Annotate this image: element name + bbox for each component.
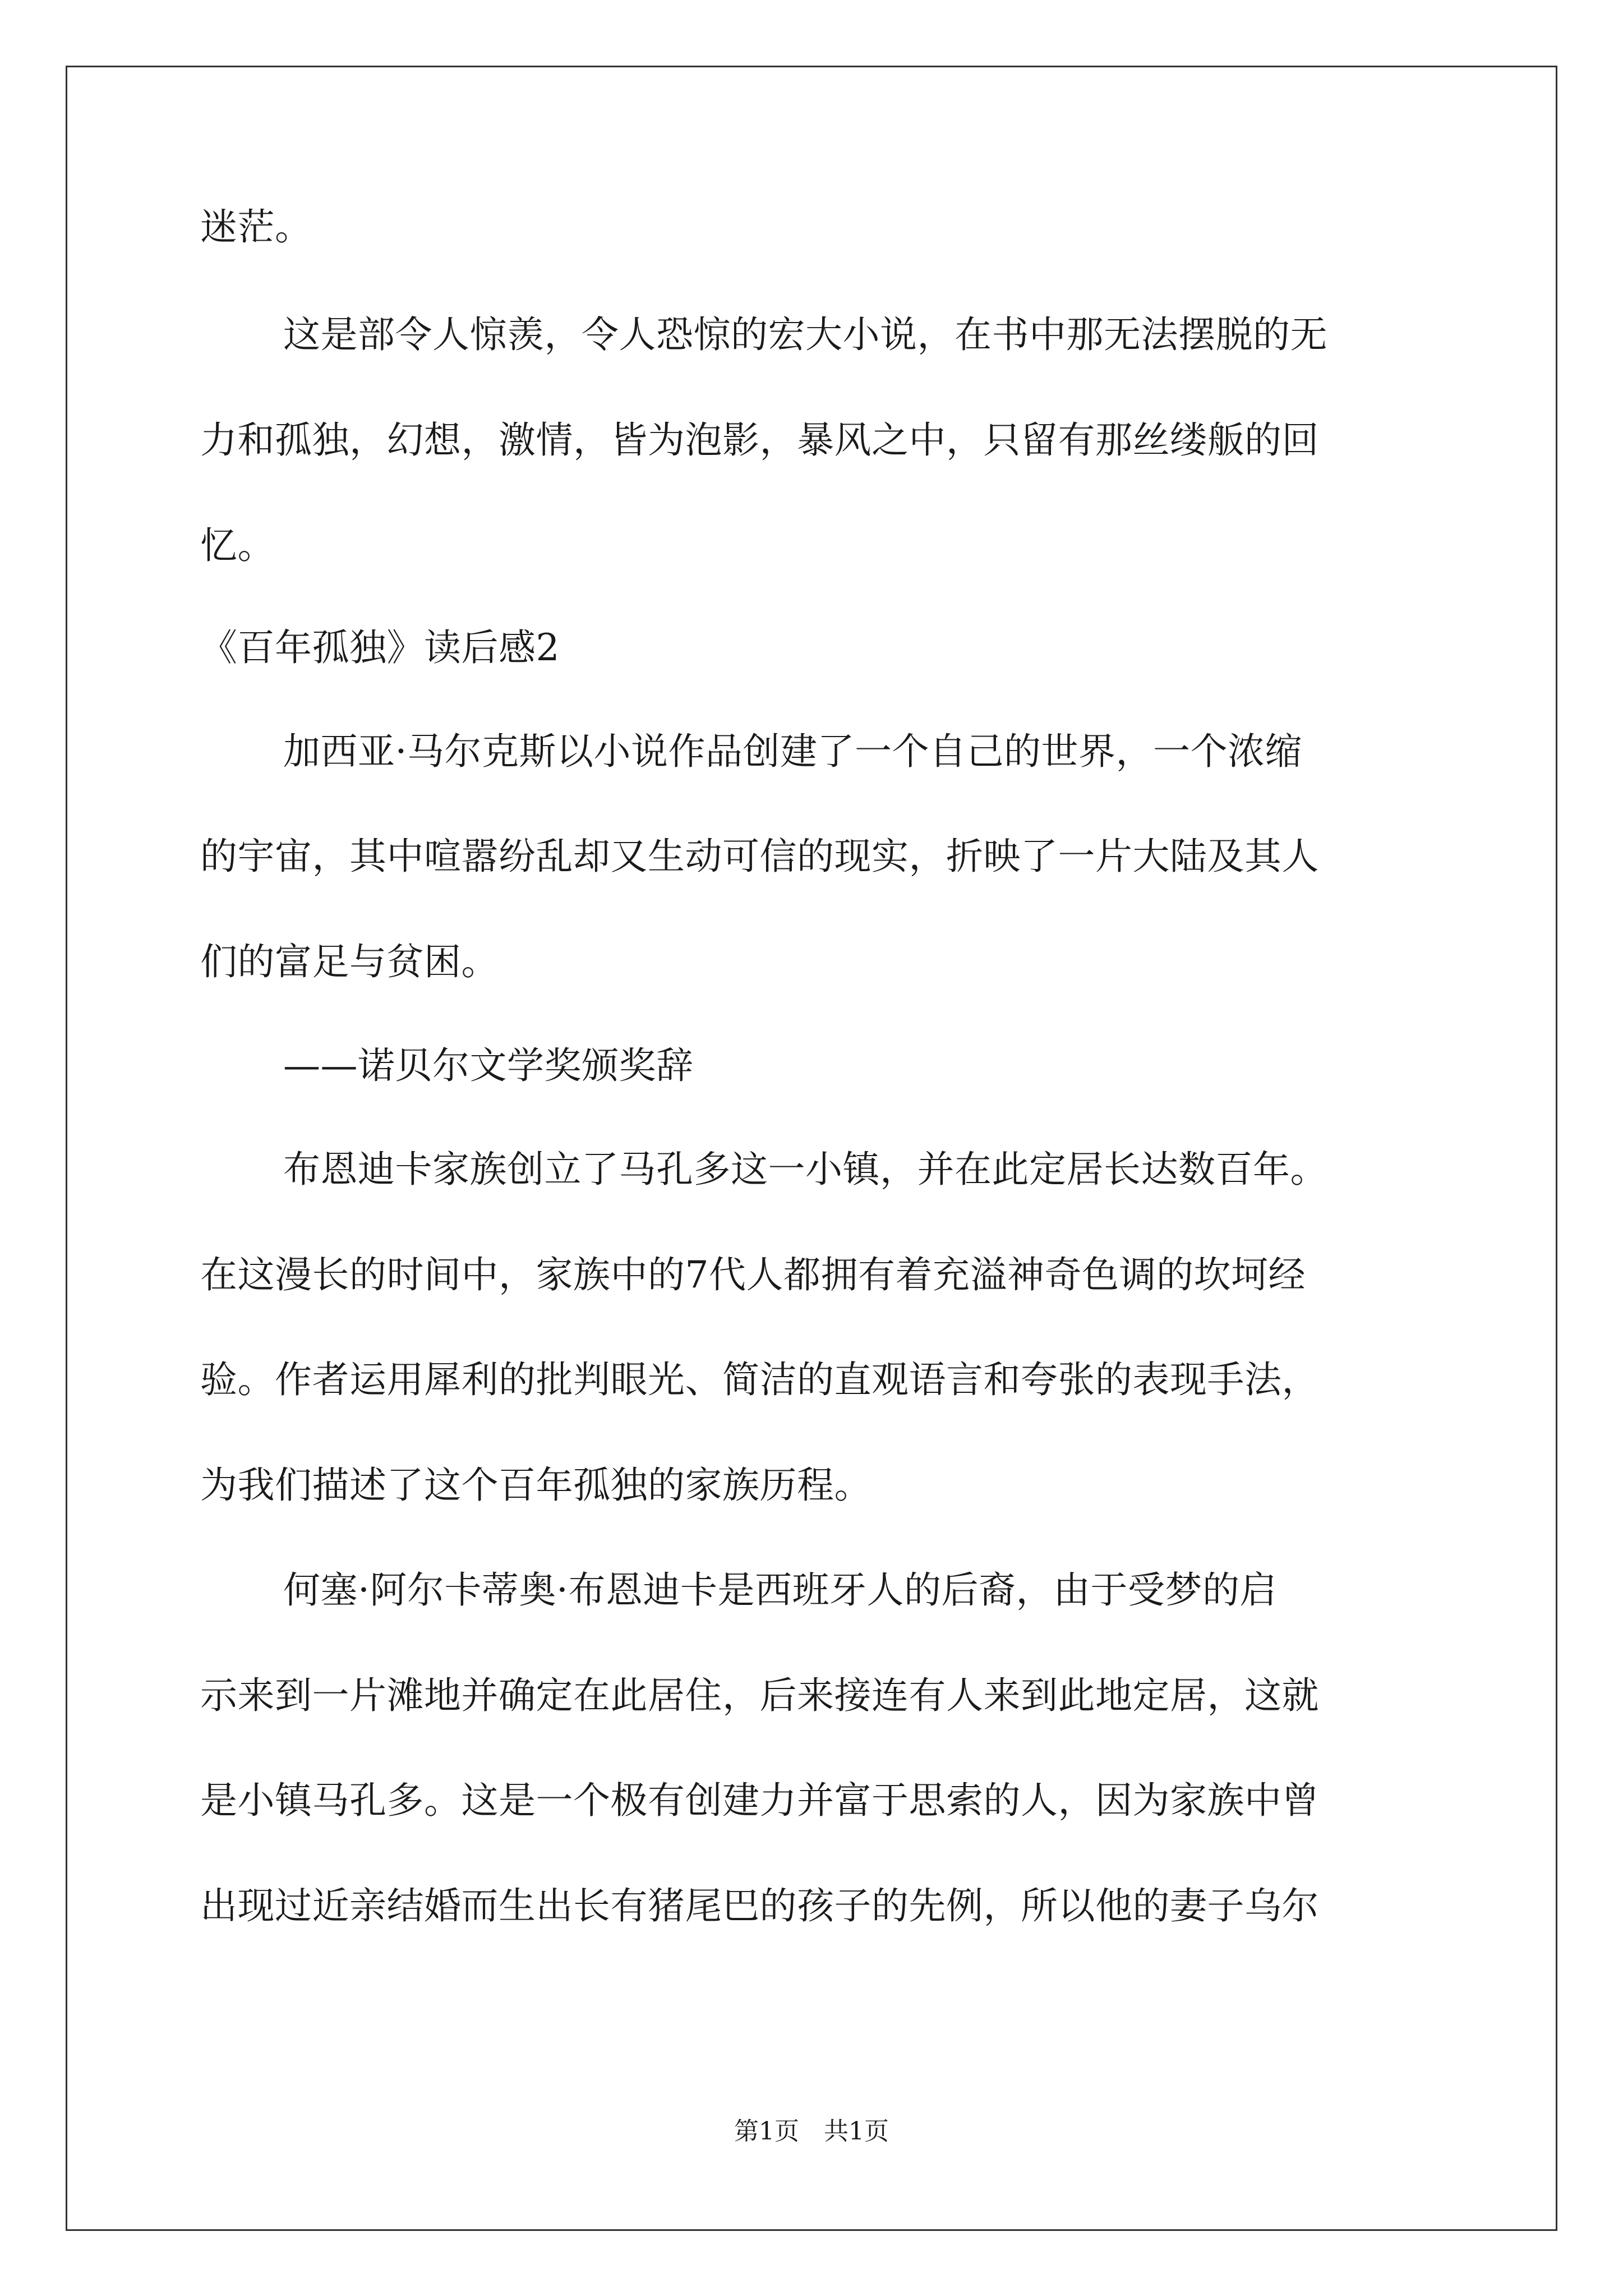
text-line: 为我们描述了这个百年孤独的家族历程。 — [200, 1464, 872, 1507]
text-line: 力和孤独，幻想，激情，皆为泡影，暴风之中，只留有那丝缕舨的回 — [200, 418, 1319, 462]
page-number-footer: 第1页 共1页 — [734, 2117, 889, 2146]
text-line: 的宇宙，其中喧嚣纷乱却又生动可信的现实，折映了一片大陆及其人 — [200, 835, 1319, 878]
text-line: 忆。 — [200, 524, 275, 567]
text-line: 们的富足与贫困。 — [200, 940, 499, 983]
text-line: 示来到一片滩地并确定在此居住，后来接连有人来到此地定居，这就 — [200, 1674, 1319, 1717]
text-line: 在这漫长的时间中，家族中的7代人都拥有着充溢神奇色调的坎坷经 — [200, 1253, 1306, 1296]
quote-attribution: ——诺贝尔文学奖颁奖辞 — [283, 1044, 694, 1087]
text-line: 是小镇马孔多。这是一个极有创建力并富于思索的人，因为家族中曾 — [200, 1779, 1319, 1822]
paragraph-start: 加西亚·马尔克斯以小说作品创建了一个自己的世界，一个浓缩 — [283, 730, 1302, 773]
text-line: 出现过近亲结婚而生出长有猪尾巴的孩子的先例，所以他的妻子乌尔 — [200, 1884, 1319, 1927]
text-line: 验。作者运用犀利的批判眼光、简洁的直观语言和夸张的表现手法， — [200, 1358, 1319, 1401]
paragraph-start: 布恩迪卡家族创立了马孔多这一小镇，并在此定居长达数百年。 — [283, 1148, 1327, 1191]
text-line: 迷茫。 — [200, 205, 312, 249]
paragraph-start: 何塞·阿尔卡蒂奥·布恩迪卡是西班牙人的后裔，由于受梦的启 — [283, 1568, 1277, 1612]
section-title: 《百年孤独》读后感2 — [200, 626, 560, 669]
paragraph-start: 这是部令人惊羡，令人恐惊的宏大小说，在书中那无法摆脱的无 — [283, 313, 1327, 356]
